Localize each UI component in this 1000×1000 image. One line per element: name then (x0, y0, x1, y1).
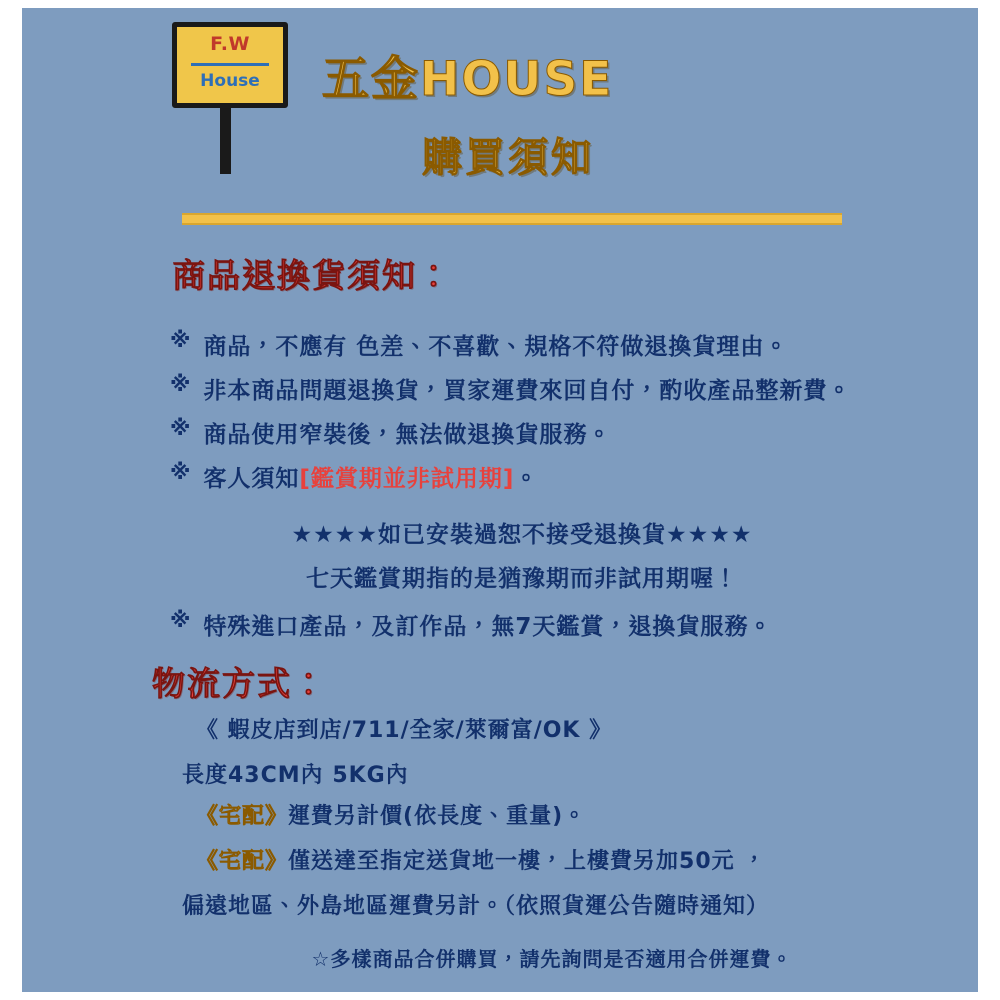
header-divider (182, 213, 842, 225)
poster-header (22, 8, 978, 198)
customer-notice-highlight: [鑑賞期並非試用期] (299, 466, 515, 492)
customer-notice-suffix: 。 (514, 466, 539, 492)
shipping-remote-area: 偏遠地區、外島地區運費另計。（依照貨運公告隨時通知） (182, 894, 770, 919)
list-item-text: 非本商品問題退換貨，買家運費來回自付，酌收產品整新費。 (203, 378, 852, 404)
shipping-convenience-stores: 《 蝦皮店到店/711/全家/萊爾富/OK 》 (196, 718, 613, 743)
home-delivery-fee-text: 運費另計價(依長度、重量)。 (288, 804, 587, 829)
list-item-text (203, 460, 538, 493)
sign-post (220, 108, 231, 174)
shipping-home-delivery-limit (182, 844, 972, 875)
home-delivery-tag: 《宅配》 (196, 804, 289, 829)
list-item-special-order (170, 608, 970, 641)
bullet-icon: ※ (170, 328, 192, 352)
home-delivery-limit-text: 僅送達至指定送貨地一樓，上樓費另加50元 ， (288, 849, 767, 874)
customer-notice-prefix: 客人須知 (203, 466, 300, 492)
bullet-icon: ※ (170, 608, 192, 632)
list-item (170, 416, 970, 449)
list-item-text: 商品，不應有 色差、不喜歡、規格不符做退換貨理由。 (203, 334, 789, 360)
returns-bullet-list (170, 328, 970, 504)
stars-notice: ★★★★如已安裝過恕不接受退換貨★★★★ (291, 522, 753, 548)
shipping-list (182, 713, 972, 934)
poster-sheet (22, 8, 978, 992)
list-item (170, 328, 970, 361)
brand-title: 五金HOUSE (322, 52, 614, 107)
bullet-icon: ※ (170, 416, 192, 440)
shipping-footer-note: ☆多樣商品合併購買，請先詢問是否適用合併運費。 (311, 947, 793, 971)
bullet-icon: ※ (170, 460, 192, 484)
shop-sign-icon (172, 22, 302, 192)
returns-section-heading: 商品退換貨須知： (172, 256, 452, 295)
sign-board (172, 22, 288, 108)
bullet-icon: ※ (170, 372, 192, 396)
shipping-section-heading: 物流方式： (152, 664, 327, 703)
sign-divider (191, 63, 269, 66)
list-item (170, 372, 970, 405)
list-item-customer-notice (170, 460, 970, 493)
sign-logo-line1: F.W (210, 33, 250, 55)
page-subtitle: 購買須知 (422, 135, 594, 181)
list-item-text: 商品使用窄裝後，無法做退換貨服務。 (203, 422, 612, 448)
seven-day-notice: 七天鑑賞期指的是猶豫期而非試用期喔！ (306, 566, 738, 592)
shipping-home-delivery-fee (182, 799, 972, 830)
home-delivery-tag: 《宅配》 (196, 849, 289, 874)
sign-logo-line2: House (200, 71, 260, 91)
list-item-text: 特殊進口產品，及訂作品，無7天鑑賞，退換貨服務。 (203, 614, 773, 640)
shipping-size-limit: 長度43CM內 5KG內 (182, 763, 409, 788)
